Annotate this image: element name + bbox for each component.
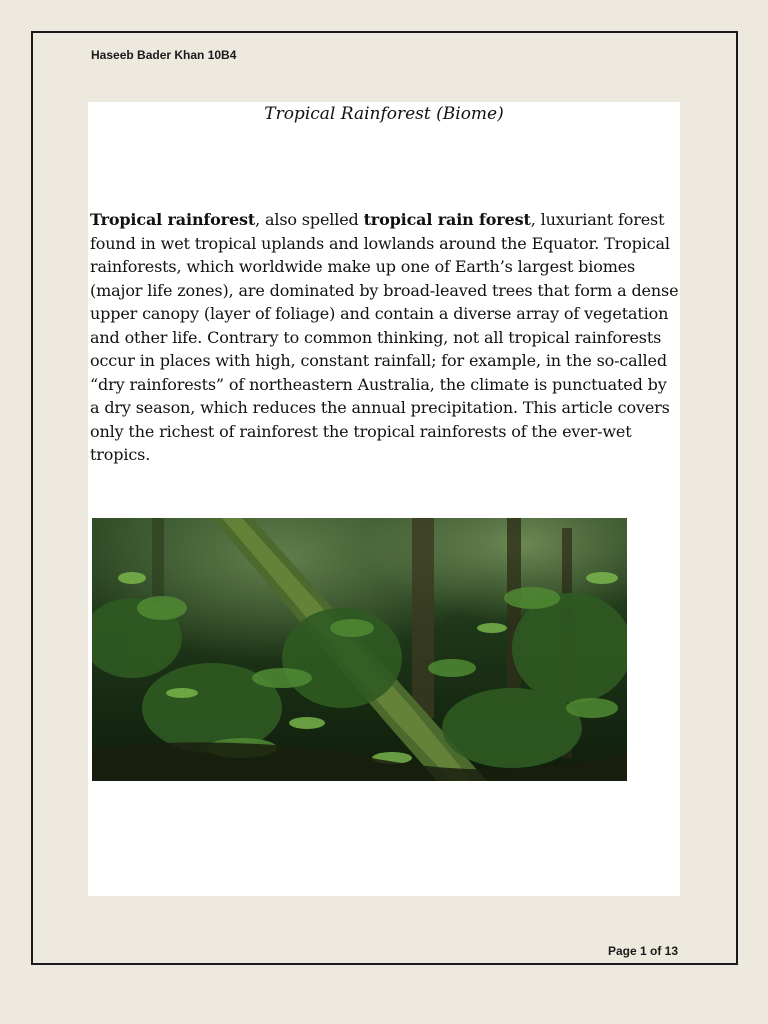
header-author: Haseeb Bader Khan 10B4 [91, 48, 237, 62]
paragraph-text-1: , also spelled [255, 210, 364, 229]
body-paragraph [90, 208, 680, 467]
term-tropical-rain-forest: tropical rain forest [363, 210, 531, 229]
term-tropical-rainforest: Tropical rainforest [90, 210, 256, 229]
page-number: Page 1 of 13 [608, 944, 679, 958]
page-content [88, 102, 680, 896]
paragraph-text-2: , luxuriant forest found in wet tropical uplands and lowlands around the Equator. Tropical rainforests, which worldwide make up one of Earth’s largest biomes (major life zones), are dominated by broad-leaved trees that form a dense upper canopy (layer of foliage) and contain a diverse array of vegetation and other life. Contrary to common thinking, not all tropical rainforests occur in places with high, constant rainfall; for example, in the so-called “dry rainforests” of northeastern Australia, the climate is punctuated by a dry season, which reduces the annual precipitation. This article covers only the richest of rainforest the tropical rainforests of the ever-wet tropics. [90, 210, 679, 464]
document-title: Tropical Rainforest (Biome) [264, 104, 504, 124]
rainforest-photo [92, 518, 627, 781]
